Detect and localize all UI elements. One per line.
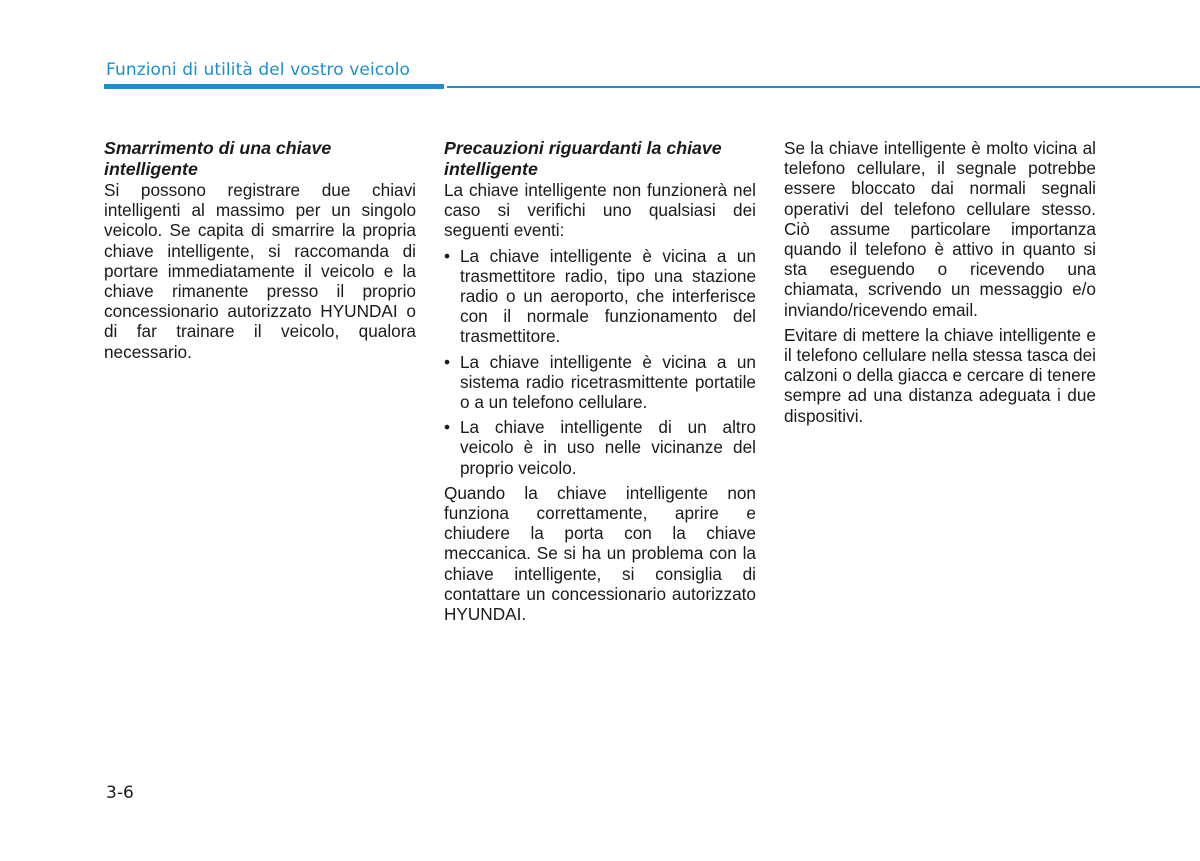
bullet-icon: • bbox=[444, 245, 451, 266]
column-2 bbox=[444, 138, 756, 629]
column-3 bbox=[784, 138, 1096, 431]
paragraph-precautions-closing: Quando la chiave intelligente non funziona correttamente, aprire e chiudere la porta con la chiave meccanica. Se si ha un problema con la chiave intelligente, si consiglia di contattare un concessionario autorizzato HYUNDAI. bbox=[444, 482, 756, 625]
paragraph-lost-key: Si possono registrare due chiavi intelligenti al massimo per un singolo veicolo. Se capita di smarrire la propria chiave intelligente, si raccomanda di portare immediatamente il veicolo e la chiave rimanente presso il proprio concessionario autorizzato HYUNDAI o di far trainare il veicolo, qualora necessario. bbox=[104, 180, 416, 362]
bullet-icon: • bbox=[444, 417, 451, 438]
list-item-text: La chiave intelligente è vicina a un trasmettitore radio, tipo una stazione radio o un aeroporto, che interferisce con il normale funzionamento del trasmettitore. bbox=[460, 245, 756, 347]
page-number: 3-6 bbox=[106, 783, 134, 803]
list-item-text: La chiave intelligente è vicina a un sistema radio ricetrasmittente portatile o a un telefono cellulare. bbox=[460, 351, 756, 413]
header-rule-thick bbox=[104, 84, 444, 89]
paragraph-phone-interference: Se la chiave intelligente è molto vicina al telefono cellulare, il segnale potrebbe essere bloccato dai normali segnali operativi del telefono cellulare stesso. Ciò assume particolare importanza quando il telefono è attivo in quanto si sta eseguendo o ricevendo una chiamata, scrivendo un messaggio e/o inviando/ricevendo email. bbox=[784, 138, 1096, 320]
list-item-text: La chiave intelligente di un altro veicolo è in uso nelle vicinanze del proprio veicolo. bbox=[460, 417, 756, 478]
list-item bbox=[444, 246, 756, 347]
heading-precautions: Precauzioni riguardanti la chiave intelligente bbox=[444, 138, 722, 179]
list-item bbox=[444, 352, 756, 413]
paragraph-keep-apart: Evitare di mettere la chiave intelligente e il telefono cellulare nella stessa tasca dei calzoni o della giacca e cercare di tenere sempre ad una distanza adeguata i due dispositivi. bbox=[784, 324, 1096, 426]
section-title: Funzioni di utilità del vostro veicolo bbox=[106, 60, 411, 80]
header-rule-thin bbox=[447, 86, 1200, 88]
heading-lost-key: Smarrimento di una chiave intelligente bbox=[104, 138, 332, 179]
bullet-icon: • bbox=[444, 351, 451, 372]
paragraph-precautions-intro: La chiave intelligente non funzionerà nel caso si verifichi uno qualsiasi dei seguenti eventi: bbox=[444, 180, 756, 241]
list-item bbox=[444, 417, 756, 478]
column-1 bbox=[104, 138, 416, 367]
precautions-list bbox=[444, 246, 756, 478]
